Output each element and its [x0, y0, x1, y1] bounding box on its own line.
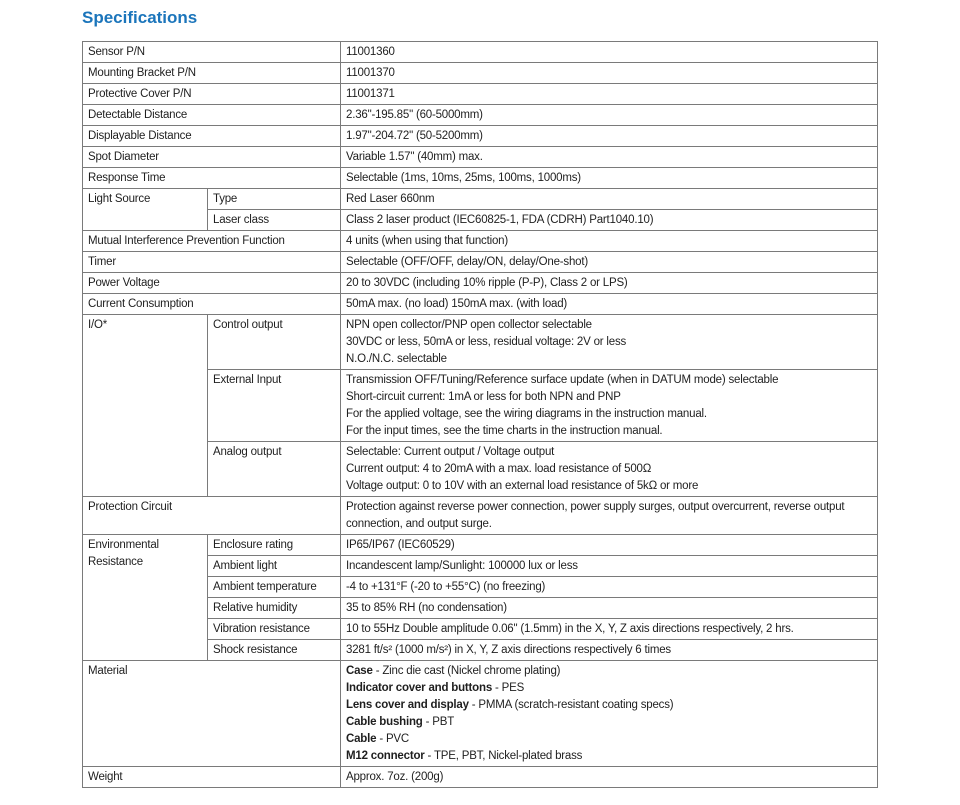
- row-sublabel: Relative humidity: [208, 598, 341, 619]
- row-value: [341, 315, 878, 370]
- row-value: 11001370: [341, 63, 878, 84]
- row-value: Variable 1.57" (40mm) max.: [341, 147, 878, 168]
- material-name: Cable: [346, 733, 377, 745]
- material-item: [346, 663, 872, 680]
- row-value: -4 to +131°F (-20 to +55°C) (no freezing): [341, 577, 878, 598]
- row-label: Current Consumption: [83, 294, 341, 315]
- row-value: 10 to 55Hz Double amplitude 0.06" (1.5mm) in the X, Y, Z axis directions respectively, 2 hrs.: [341, 619, 878, 640]
- row-label: Protective Cover P/N: [83, 84, 341, 105]
- row-label: Material: [83, 661, 341, 767]
- material-desc: - PMMA (scratch-resistant coating specs): [468, 699, 674, 711]
- table-row: [83, 147, 878, 168]
- table-row: [83, 126, 878, 147]
- material-name: Lens cover and display: [346, 699, 469, 711]
- row-value: [341, 442, 878, 497]
- row-sublabel: Vibration resistance: [208, 619, 341, 640]
- material-name: M12 connector: [346, 750, 425, 762]
- row-label: Light Source: [83, 189, 208, 231]
- value-line: For the input times, see the time charts in the instruction manual.: [346, 425, 663, 437]
- row-label: Sensor P/N: [83, 42, 341, 63]
- row-value: 11001371: [341, 84, 878, 105]
- row-value: 50mA max. (no load) 150mA max. (with load): [341, 294, 878, 315]
- row-value: [341, 661, 878, 767]
- value-line: Transmission OFF/Tuning/Reference surface update (when in DATUM mode) selectable: [346, 374, 779, 386]
- material-name: Indicator cover and buttons: [346, 682, 493, 694]
- table-row: [83, 168, 878, 189]
- row-sublabel: Analog output: [208, 442, 341, 497]
- row-value: [341, 497, 878, 535]
- value-line: Protection against reverse power connection, power supply surges, output overcurrent, reverse output: [346, 501, 845, 513]
- row-value: 1.97"-204.72" (50-5200mm): [341, 126, 878, 147]
- table-row: [83, 252, 878, 273]
- material-item: [346, 697, 872, 714]
- row-value: Selectable (OFF/OFF, delay/ON, delay/One-shot): [341, 252, 878, 273]
- material-item: [346, 680, 872, 697]
- value-line: N.O./N.C. selectable: [346, 353, 447, 365]
- row-value: 4 units (when using that function): [341, 231, 878, 252]
- row-value: 35 to 85% RH (no condensation): [341, 598, 878, 619]
- row-sublabel: Ambient light: [208, 556, 341, 577]
- row-value: 2.36"-195.85" (60-5000mm): [341, 105, 878, 126]
- row-sublabel: Enclosure rating: [208, 535, 341, 556]
- value-line: NPN open collector/PNP open collector selectable: [346, 319, 592, 331]
- material-desc: - PVC: [376, 733, 409, 745]
- value-line: 30VDC or less, 50mA or less, residual voltage: 2V or less: [346, 336, 627, 348]
- row-value: [341, 370, 878, 442]
- table-row: [83, 63, 878, 84]
- row-value: Class 2 laser product (IEC60825-1, FDA (CDRH) Part1040.10): [341, 210, 878, 231]
- row-value: Approx. 7oz. (200g): [341, 767, 878, 788]
- row-value: Incandescent lamp/Sunlight: 100000 lux or less: [341, 556, 878, 577]
- row-label: Timer: [83, 252, 341, 273]
- row-sublabel: Shock resistance: [208, 640, 341, 661]
- row-sublabel: Laser class: [208, 210, 341, 231]
- row-label: Detectable Distance: [83, 105, 341, 126]
- value-line: Current output: 4 to 20mA with a max. load resistance of 500Ω: [346, 463, 652, 475]
- specifications-table: [82, 41, 878, 788]
- row-value: 11001360: [341, 42, 878, 63]
- table-row: [83, 294, 878, 315]
- table-row: [83, 767, 878, 788]
- material-desc: - TPE, PBT, Nickel-plated brass: [424, 750, 583, 762]
- material-item: [346, 714, 872, 731]
- row-value: 3281 ft/s² (1000 m/s²) in X, Y, Z axis directions respectively 6 times: [341, 640, 878, 661]
- value-line: For the applied voltage, see the wiring diagrams in the instruction manual.: [346, 408, 707, 420]
- row-sublabel: Type: [208, 189, 341, 210]
- table-row: [83, 661, 878, 767]
- row-sublabel: External Input: [208, 370, 341, 442]
- table-row: [83, 42, 878, 63]
- page-title: Specifications: [82, 8, 198, 27]
- material-item: [346, 731, 872, 748]
- row-label: Displayable Distance: [83, 126, 341, 147]
- value-line: Selectable: Current output / Voltage output: [346, 446, 555, 458]
- material-desc: - PBT: [422, 716, 455, 728]
- row-label: Spot Diameter: [83, 147, 341, 168]
- table-row: [83, 84, 878, 105]
- row-label: Mounting Bracket P/N: [83, 63, 341, 84]
- material-name: Case: [346, 665, 373, 677]
- table-row: [83, 189, 878, 210]
- table-row: [83, 497, 878, 535]
- value-line: Short-circuit current: 1mA or less for both NPN and PNP: [346, 391, 621, 403]
- table-row: [83, 105, 878, 126]
- material-item: [346, 748, 872, 765]
- label-line: Environmental: [88, 539, 159, 551]
- table-row: [83, 315, 878, 370]
- row-label: Mutual Interference Prevention Function: [83, 231, 341, 252]
- row-label: Weight: [83, 767, 341, 788]
- material-name: Cable bushing: [346, 716, 423, 728]
- value-line: connection, and output surge.: [346, 518, 492, 530]
- row-value: Selectable (1ms, 10ms, 25ms, 100ms, 1000ms): [341, 168, 878, 189]
- table-row: [83, 535, 878, 556]
- table-row: [83, 273, 878, 294]
- row-label: [83, 535, 208, 661]
- value-line: Voltage output: 0 to 10V with an external load resistance of 5kΩ or more: [346, 480, 699, 492]
- row-label: Response Time: [83, 168, 341, 189]
- row-sublabel: Control output: [208, 315, 341, 370]
- label-line: Resistance: [88, 556, 143, 568]
- row-label: I/O*: [83, 315, 208, 497]
- table-row: [83, 231, 878, 252]
- row-value: IP65/IP67 (IEC60529): [341, 535, 878, 556]
- material-desc: - PES: [492, 682, 525, 694]
- row-label: Protection Circuit: [83, 497, 341, 535]
- row-value: Red Laser 660nm: [341, 189, 878, 210]
- row-label: Power Voltage: [83, 273, 341, 294]
- row-sublabel: Ambient temperature: [208, 577, 341, 598]
- row-value: 20 to 30VDC (including 10% ripple (P-P), Class 2 or LPS): [341, 273, 878, 294]
- material-desc: - Zinc die cast (Nickel chrome plating): [372, 665, 561, 677]
